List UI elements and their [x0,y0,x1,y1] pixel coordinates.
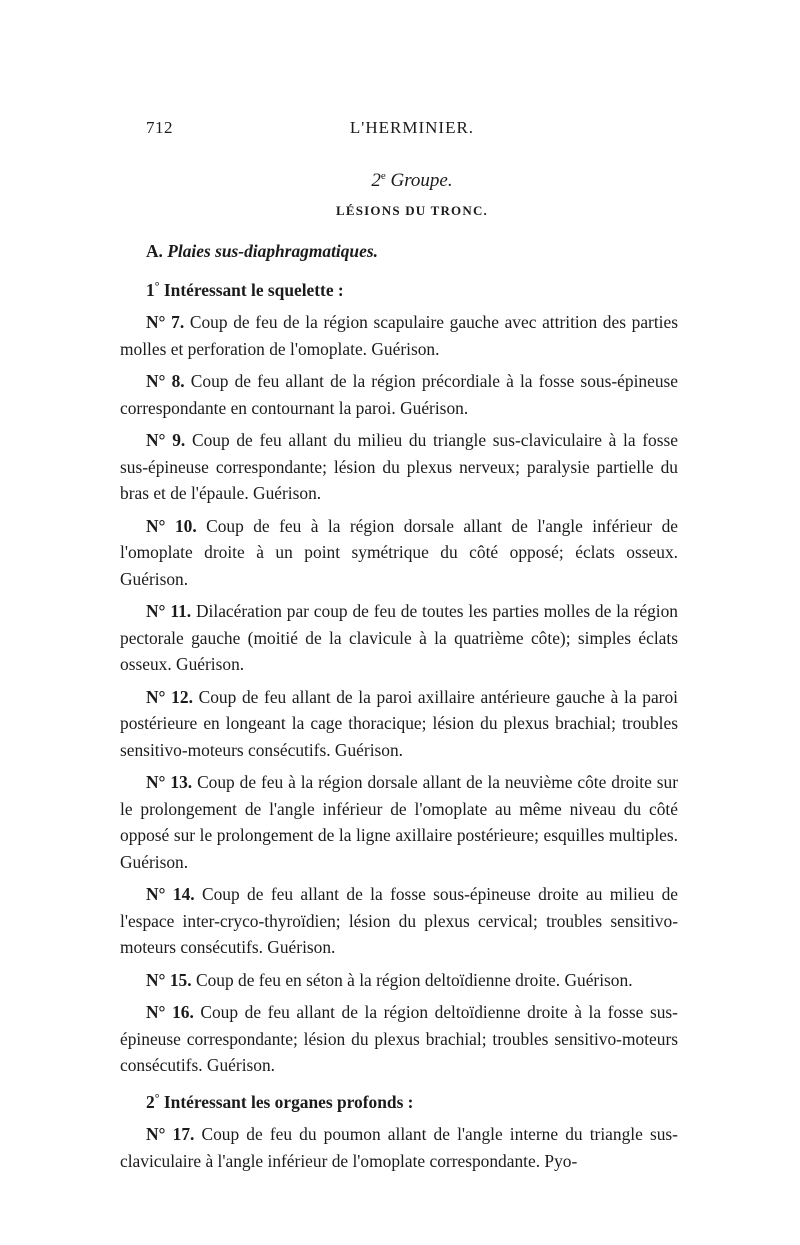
case-number: N° 8. [146,371,185,391]
case-number: N° 12. [146,686,193,707]
running-title: L'HERMINIER. [349,118,475,137]
case-number: N° 10. [146,515,197,536]
case-entry [120,967,678,994]
sub-heading-2-number: 2 [146,1091,155,1112]
body-text [120,238,678,1174]
case-text: Coup de feu en séton à la région deltoïdienne droite. Guérison. [195,969,633,990]
case-entry [120,309,678,362]
section-title: LÉSIONS DU TRONC. [336,203,488,218]
subsection-title: Plaies sus-diaphragmatiques. [167,241,378,261]
group-title: Groupe. [390,170,453,191]
case-number: N° 11. [146,601,192,621]
case-entry [120,427,678,507]
sub-heading-1-text: Intéressant le squelette : [163,279,344,300]
case-number: N° 9. [146,430,186,450]
group-ordinal: 2 [371,170,381,191]
case-text: Coup de feu de la région scapulaire gauche avec attrition des parties molles et perforation de l'omoplate. Guérison. [120,312,679,359]
sub-heading-2 [120,1085,678,1116]
page-number: 712 [146,118,173,137]
case-number: N° 15. [146,969,192,990]
case-text: Coup de feu à la région dorsale allant de la neuvième côte droite sur le prolongement de l'angle inférieur de l'omoplate au même niveau du côté opposé sur le prolongement de la ligne axillaire postérieure; esquilles multiples. Guérison. [120,772,678,872]
case-entry [120,368,678,421]
sub-heading-1-degree: ° [154,278,160,293]
case-entry [120,513,678,593]
case-text: Coup de feu allant du milieu du triangle sus-claviculaire à la fosse sus-épineuse correspondante; lésion du plexus nerveux; paralysie partielle du bras et de l'épaule. Guérison. [120,430,678,503]
case-number: N° 14. [146,884,195,904]
subsection-a-heading [120,238,678,265]
case-number: N° 7. [146,312,185,332]
group-heading [146,170,678,192]
case-text: Dilacération par coup de feu de toutes les parties molles de la région pectorale gauche (moitié de la clavicule à la quatrième côte); simples éclats osseux. Guérison. [120,601,679,674]
case-entry [120,881,678,961]
case-entry [120,684,678,764]
case-entry [120,1121,678,1174]
case-list-2 [120,1121,678,1174]
case-text: Coup de feu allant de la paroi axillaire antérieure gauche à la paroi postérieure en longeant la cage thoracique; lésion du plexus brachial; troubles sensitivo-moteurs consécutifs. Guérison. [120,686,678,760]
sub-heading-1 [120,273,678,304]
case-number: N° 16. [146,1002,194,1022]
case-text: Coup de feu du poumon allant de l'angle interne du triangle sus-claviculaire à l'angle inférieur de l'omoplate correspondante. Pyo- [120,1124,678,1171]
sub-heading-1-number: 1 [146,279,155,300]
case-text: Coup de feu à la région dorsale allant de l'angle inférieur de l'omoplate droite à un point symétrique du côté opposé; éclats osseux. Guérison. [120,515,678,589]
case-entry [120,598,678,678]
case-list-1 [120,309,678,1079]
sub-heading-2-degree: ° [154,1090,160,1105]
case-entry [120,769,678,875]
running-head [146,118,678,142]
case-text: Coup de feu allant de la fosse sous-épineuse droite au milieu de l'espace inter-cryco-thyroïdien; lésion du plexus cervical; troubles sensitivo-moteurs consécutifs. Guérison. [120,884,678,957]
subsection-letter: A. [146,241,163,261]
case-entry [120,999,678,1079]
case-text: Coup de feu allant de la région deltoïdienne droite à la fosse sus-épineuse correspondante; lésion du plexus brachial; troubles sensitivo-moteurs consécutifs. Guérison. [120,1002,678,1075]
group-ordinal-suffix: e [380,170,386,182]
case-number: N° 17. [146,1124,195,1144]
sub-heading-2-text: Intéressant les organes profonds : [163,1091,414,1112]
case-text: Coup de feu allant de la région précordiale à la fosse sous-épineuse correspondante en contournant la paroi. Guérison. [120,371,678,418]
case-number: N° 13. [146,772,193,792]
